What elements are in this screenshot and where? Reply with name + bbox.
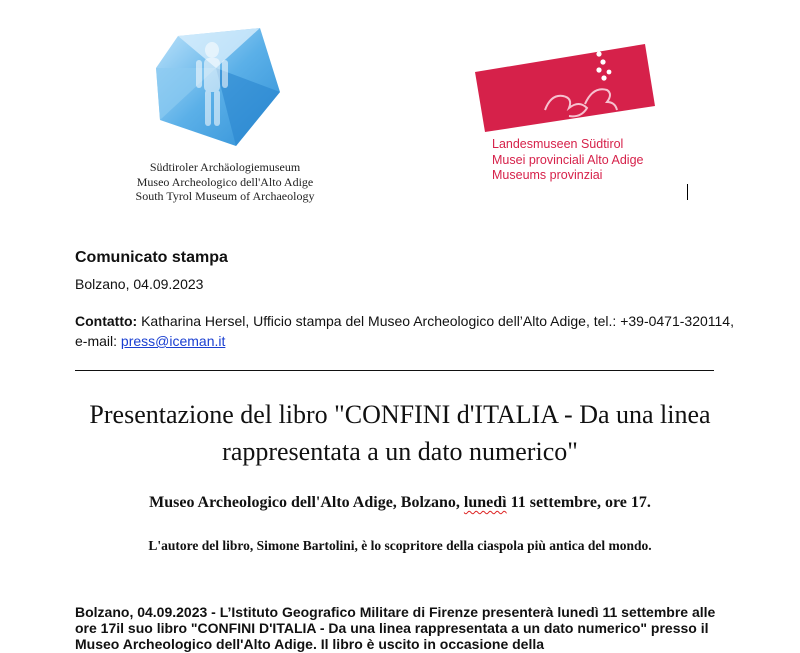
venue-day: lunedì [463,494,507,511]
divider [75,370,714,371]
document-heading: Comunicato stampa [75,249,228,266]
text-cursor [687,184,688,200]
museum-name-de: Südtiroler Archäologiemuseum [149,160,301,174]
contact-paragraph [75,311,735,351]
venue-end: 11 settembre, ore 17. [506,494,651,511]
landesmuseen-emblem-icon [475,44,657,134]
event-venue-line [60,494,740,512]
document-date: Bolzano, 04.09.2023 [75,276,204,292]
crystal-iceman-icon [120,28,330,153]
contact-label: Contatto: [75,313,138,329]
contact-email-link[interactable]: press@iceman.it [120,333,226,349]
landesmuseen-name-de: Landesmuseen Südtirol [492,137,624,151]
landesmuseen-name-it: Musei provinciali Alto Adige [492,152,644,167]
press-title: Presentazione del libro "CONFINI d'ITALIA - Da una linea rappresentata a un dato numerico" [89,400,711,466]
contact-text: Katharina Hersel, Ufficio stampa del Museo Archeologico dell’Alto Adige, tel.: +39-0471-320114, e-mail: [75,313,734,349]
venue-start: Museo Archeologico dell'Alto Adige, Bolzano, [149,494,464,511]
landesmuseen-name-lld: Museums provinziai [492,168,603,182]
museum-name [120,160,330,204]
museum-name-it: Museo Archeologico dell'Alto Adige [136,174,314,189]
body-paragraph: Bolzano, 04.09.2023 - L’Istituto Geografico Militare di Firenze presenterà lunedì 11 settembre alle ore 17il suo libro "CONFINI D'ITALIA - Da una linea rappresentata a un dato numerico" presso il Museo Archeologico dell'Alto Adige. Il libro è uscito in occasione della [75,604,716,652]
author-line: L'autore del libro, Simone Bartolini, è lo scopritore della ciaspola più antica del mondo. [148,538,652,553]
museum-name-en: South Tyrol Museum of Archaeology [135,189,315,203]
landesmuseen-name [492,137,643,184]
